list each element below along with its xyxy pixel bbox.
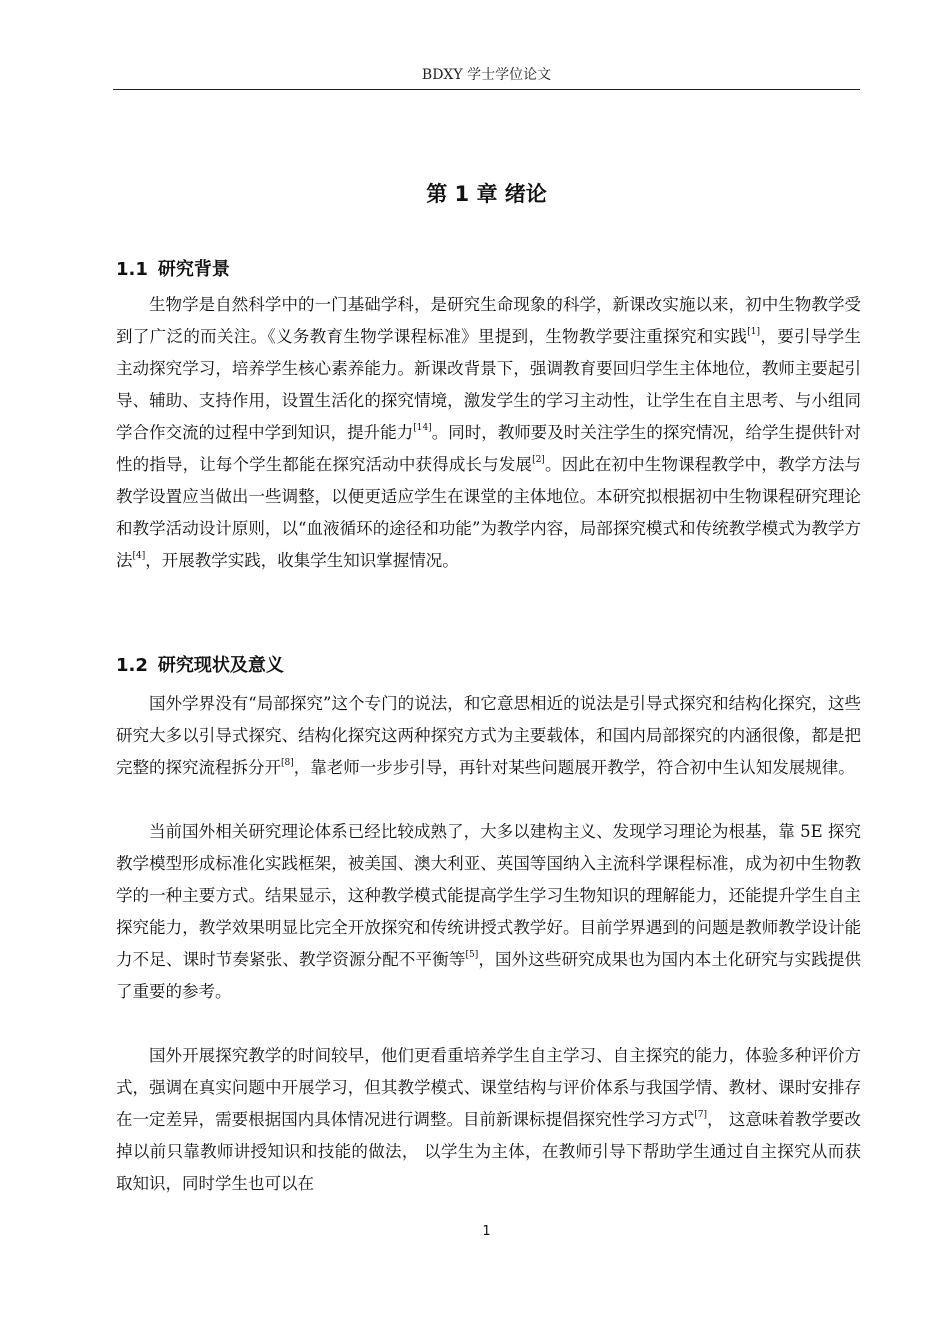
paragraph-text: ，靠老师一步步引导，再针对某些问题展开教学，符合初中生认知发展规律。	[293, 758, 855, 777]
paragraph-text: ，开展教学实践，收集学生知识掌握情况。	[145, 551, 459, 570]
chapter-title: 第 1 章 绪论	[426, 182, 547, 206]
paragraph-text: 生物学是自然科学中的一门基础学科，是研究生命现象的科学，新课改实施以来，初中生物教学受到了广泛的而关注。《义务教育生物学课程标准》里提到，生物教学要注重探究和实践	[116, 295, 861, 346]
paragraph	[116, 1040, 861, 1200]
citation-ref: [1]	[747, 327, 761, 337]
paragraph-text: ，国外这些研究成果也为国内本土化研究与实践提供了重要的参考。	[116, 950, 862, 1001]
citation-ref: [5]	[465, 950, 479, 960]
section-title: 研究背景	[157, 259, 230, 280]
citation-ref: [14]	[413, 423, 432, 433]
page-number: 1	[482, 1224, 491, 1239]
paragraph-text: ， 这意味着教学要改掉以前只靠教师讲授知识和技能的做法， 以学生为主体，在教师引导下帮助学生通过自主探究从而获取知识，同时学生也可以在	[116, 1110, 861, 1193]
paragraph-text: 当前国外相关研究理论体系已经比较成熟了，大多以建构主义、发现学习理论为根基，靠 5E 探究教学模型形成标准化实践框架，被美国、澳大利亚、英国等国纳入主流科学课程标准，成为初中生物教学的一种主要方式。结果显示，这种教学模式能提高学生学习生物知识的理解能力，还能提升学生自主探究能力，教学效果明显比完全开放探究和传统讲授式教学好。目前学界遇到的问题是教师教学设计能力不足、课时节奏紧张、教学资源分配不平衡等	[116, 822, 861, 969]
paragraph-text: 。因此在初中生物课程教学中，教学方法与教学设置应当做出一些调整，以便更适应学生在课堂的主体地位。本研究拟根据初中生物课程研究理论和教学活动设计原则，以“血液循环的途径和功能”为教学内容，局部探究模式和传统教学模式为教学方法	[116, 455, 862, 570]
header-rule	[113, 89, 860, 90]
section-number: 1.1	[116, 259, 148, 280]
paragraph-text: 国外开展探究教学的时间较早，他们更看重培养学生自主学习、自主探究的能力，体验多种评价方式，强调在真实问题中开展学习，但其教学模式、课堂结构与评价体系与我国学情、教材、课时安排存在一定差异，需要根据国内具体情况进行调整。目前新课标提倡探究性学习方式	[116, 1046, 861, 1129]
section-heading-1-1	[116, 255, 230, 281]
section-title: 研究现状及意义	[157, 655, 284, 676]
paragraph-text: 。同时，教师要及时关注学生的探究情况，给学生提供针对性的指导，让每个学生都能在探究活动中获得成长与发展	[116, 423, 862, 474]
page-header: BDXY 学士学位论文	[421, 67, 552, 83]
citation-ref: [2]	[532, 455, 545, 465]
section-number: 1.2	[116, 655, 148, 676]
paragraph	[116, 816, 861, 1008]
citation-ref: [7]	[694, 1110, 708, 1120]
citation-ref: [4]	[132, 551, 146, 561]
paragraph-text: 国外学界没有“局部探究”这个专门的说法，和它意思相近的说法是引导式探究和结构化探究，这些研究大多以引导式探究、结构化探究这两种探究方式为主要载体，和国内局部探究的内涵很像，都是把完整的探究流程拆分开	[116, 694, 861, 777]
citation-ref: [8]	[281, 758, 294, 768]
paragraph	[116, 289, 861, 577]
paragraph	[116, 688, 861, 784]
paragraph-text: ，要引导学生主动探究学习，培养学生核心素养能力。新课改背景下，强调教育要回归学生主体地位，教师主要起引导、辅助、支持作用，设置生活化的探究情境，激发学生的学习主动性，让学生在自主思考、与小组同学合作交流的过程中学到知识，提升能力	[116, 327, 862, 442]
section-heading-1-2	[116, 651, 284, 677]
